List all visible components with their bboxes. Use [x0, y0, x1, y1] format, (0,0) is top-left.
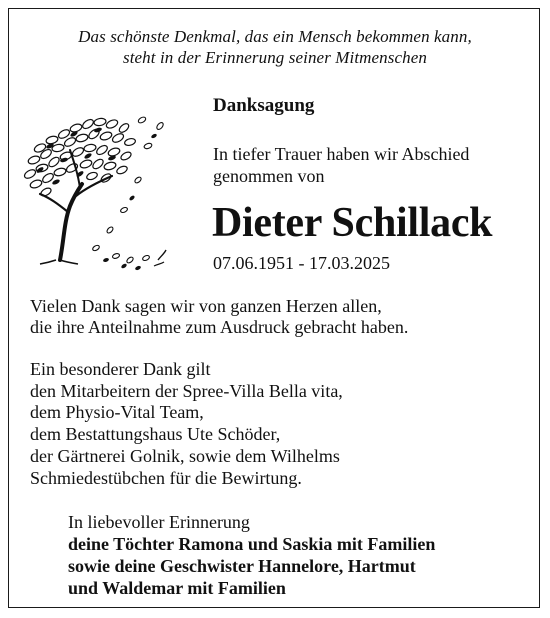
special-thanks-line: den Mitarbeitern der Spree-Villa Bella vita, [30, 380, 343, 401]
family-line: deine Töchter Ramona und Saskia mit Familien [68, 534, 436, 554]
closing-signature [68, 511, 435, 599]
life-dates: 07.06.1951 - 17.03.2025 [213, 253, 390, 273]
closing-intro: In liebevoller Erinnerung [68, 512, 250, 532]
special-thanks-paragraph [30, 359, 343, 489]
general-thanks-line: die ihre Anteilnahme zum Ausdruck gebracht haben. [30, 317, 409, 337]
motto-line-2: steht in der Erinnerung seiner Mitmenschen [122, 48, 427, 67]
special-thanks-line: dem Bestattungshaus Ute Schöder, [30, 424, 281, 445]
windblown-tree-icon [20, 110, 170, 278]
family-line: und Waldemar mit Familien [68, 578, 286, 598]
motto-quote [0, 26, 550, 68]
motto-line-1: Das schönste Denkmal, das ein Mensch bekommen kann, [78, 27, 472, 46]
special-thanks-line: dem Physio-Vital Team, [30, 402, 204, 423]
heading-danksagung: Danksagung [213, 95, 315, 116]
family-line: sowie deine Geschwister Hannelore, Hartmut [68, 556, 416, 576]
general-thanks-paragraph [30, 296, 408, 338]
intro-line-2: genommen von [213, 166, 325, 186]
special-thanks-line: Schmiedestübchen für die Bewirtung. [30, 467, 302, 488]
intro-text [213, 143, 469, 187]
general-thanks-line: Vielen Dank sagen wir von ganzen Herzen allen, [30, 296, 382, 316]
special-thanks-line: Ein besonderer Dank gilt [30, 359, 211, 379]
special-thanks-line: der Gärtnerei Golnik, sowie dem Wilhelms [30, 445, 340, 466]
intro-line-1: In tiefer Trauer haben wir Abschied [213, 144, 470, 164]
deceased-name: Dieter Schillack [212, 200, 493, 246]
